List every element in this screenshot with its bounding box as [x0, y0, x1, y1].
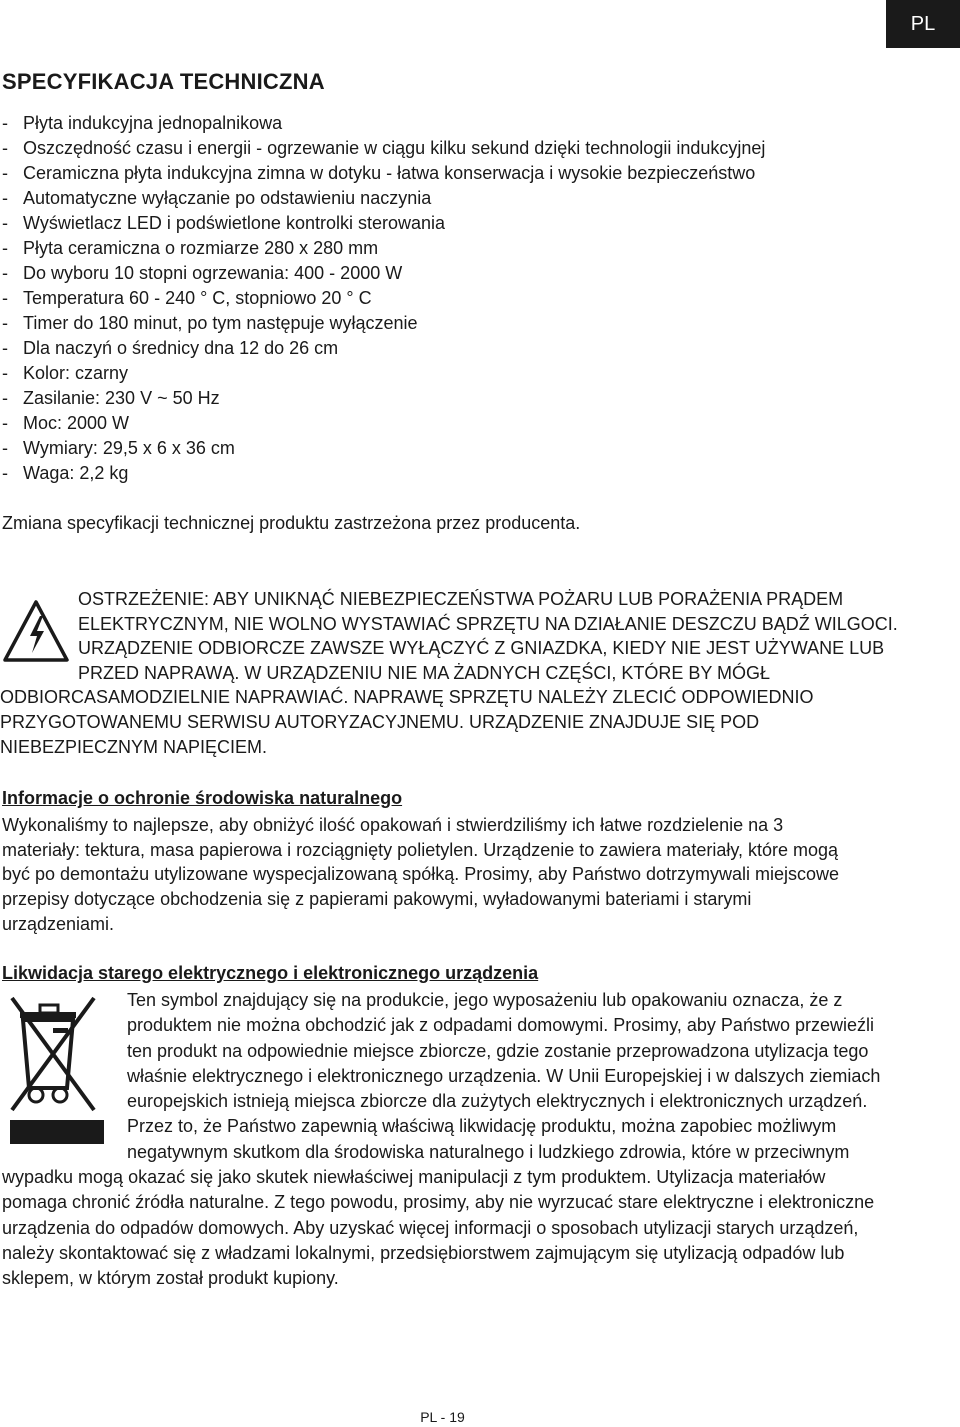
spec-item	[0, 461, 765, 486]
list-dash: -	[2, 288, 8, 308]
spec-item	[0, 411, 765, 436]
spec-item-text: Do wyboru 10 stopni ogrzewania: 400 - 2000 W	[23, 263, 403, 283]
list-dash: -	[2, 438, 8, 458]
list-dash: -	[2, 163, 8, 183]
list-dash: -	[2, 363, 8, 383]
warning-icon-spacer	[0, 587, 78, 685]
spec-item-text: Wymiary: 29,5 x 6 x 36 cm	[23, 438, 235, 458]
list-dash: -	[2, 238, 8, 258]
spec-item-text: Dla naczyń o średnicy dna 12 do 26 cm	[23, 338, 339, 358]
spec-list	[0, 111, 765, 486]
spec-item-text: Kolor: czarny	[23, 363, 129, 383]
spec-item-text: Płyta ceramiczna o rozmiarze 280 x 280 mm	[23, 238, 379, 258]
spec-item-text: Moc: 2000 W	[23, 413, 130, 433]
disposal-text	[2, 988, 890, 1292]
spec-item	[0, 361, 765, 386]
disposal-text-content: Ten symbol znajdujący się na produkcie, jego wyposażeniu lub opakowaniu oznacza, że z produktem nie można obchodzić jak z odpadami domowymi. Prosimy, aby Państwo przewieźli ten produkt na odpowiednie miejsce zbiorcze, gdzie zostanie przeprowadzona utylizacja tego właśnie elektrycznego i elektronicznego urządzenia. W Unii Europejskiej i w dalszych ziemiach europejskich istnieją miejsca zbiorcze dla zużytych elektrycznych i elektronicznych urządzeń. Przez to, że Państwo zapewnią właściwą likwidację produktu, można zapobiec możliwym negatywnym skutkom dla środowiska naturalnego i ludzkiego zdrowia, które w przeciwnym wypadku mogą okazać się jako skutek niewłaściwej manipulacji z tym produktem. Utylizacja materiałów pomaga chronić źródła naturalne. Z tego powodu, prosimy, aby nie wyrzucać stare elektryczne i elektroniczne urządzenia do odpadów domowych. Aby uzyskać więcej informacji o sposobach utylizacji starych urządzeń, należy skontaktować się z władzami lokalnymi, przedsiębiorstwem zajmującym się utylizacją odpadów lub sklepem, w którym został produkt kupiony.	[2, 990, 881, 1289]
spec-item-text: Automatyczne wyłączanie po odstawieniu naczynia	[23, 188, 432, 208]
spec-item-text: Ceramiczna płyta indukcyjna zimna w dotyku - łatwa konserwacja i wysokie bezpieczeństwo	[23, 163, 756, 183]
spec-item	[0, 211, 765, 236]
spec-item-text: Temperatura 60 - 240 ° C, stopniowo 20 ° C	[23, 288, 372, 308]
spec-item	[0, 261, 765, 286]
spec-item	[0, 186, 765, 211]
spec-item	[0, 161, 765, 186]
safety-warning	[0, 587, 900, 759]
spec-item	[0, 336, 765, 361]
bin-icon-spacer	[2, 988, 127, 1164]
spec-item-text: Waga: 2,2 kg	[23, 463, 129, 483]
environment-text: Wykonaliśmy to najlepsze, aby obniżyć ilość opakowań i stwierdziliśmy ich łatwe rozdzielenie na 3 materiały: tektura, masa papierowa i rozciągnięty polietylen. Urządzenie to zawiera materiały, które mogą być po demontażu utylizowane wyspecjalizowaną spółką. Prosimy, aby Państwo dotrzymywali miejscowe przepisy dotyczące obchodzenia się z papierami pakowymi, wyładowanymi bateriami i starymi urządzeniami.	[2, 815, 840, 934]
page-number: PL - 19	[420, 1409, 465, 1425]
spec-item	[0, 311, 765, 336]
spec-change-note: Zmiana specyfikacji technicznej produktu zastrzeżona przez producenta.	[2, 513, 581, 533]
list-dash: -	[2, 463, 8, 483]
list-dash: -	[2, 188, 8, 208]
environment-heading: Informacje o ochronie środowiska naturalnego	[2, 788, 403, 808]
spec-item-text: Zasilanie: 230 V ~ 50 Hz	[23, 388, 220, 408]
list-dash: -	[2, 113, 8, 133]
language-tab: PL	[886, 0, 960, 48]
spec-item-text: Wyświetlacz LED i podświetlone kontrolki sterowania	[23, 213, 446, 233]
spec-item-text: Oszczędność czasu i energii - ogrzewanie w ciągu kilku sekund dzięki technologii indukcyjnej	[23, 138, 766, 158]
spec-title: SPECYFIKACJA TECHNICZNA	[2, 69, 325, 94]
list-dash: -	[2, 313, 8, 333]
spec-item	[0, 286, 765, 311]
spec-item	[0, 136, 765, 161]
safety-warning-text: OSTRZEŻENIE: ABY UNIKNĄĆ NIEBEZPIECZEŃSTWA POŻARU LUB PORAŻENIA PRĄDEM ELEKTRYCZNYM, NIE WOLNO WYSTAWIAĆ SPRZĘTU NA DZIAŁANIE DESZCZU BĄDŹ WILGOCI. URZĄDZENIE ODBIORCZE ZAWSZE WYŁĄCZYĆ Z GNIAZDKA, KIEDY NIE JEST UŻYWANE LUB PRZED NAPRAWĄ. W URZĄDZENIU NIE MA ŻADNYCH CZĘŚCI, KTÓRE BY MÓGŁ ODBIORCASAMODZIELNIE NAPRAWIAĆ. NAPRAWĘ SPRZĘTU NALEŻY ZLECIĆ ODPOWIEDNIO PRZYGOTOWANEMU SERWISU AUTORYZACYJNEMU. URZĄDZENIE ZNAJDUJE SIĘ POD NIEBEZPIECZNYM NAPIĘCIEM.	[0, 589, 898, 757]
list-dash: -	[2, 138, 8, 158]
spec-item	[0, 386, 765, 411]
disposal-heading: Likwidacja starego elektrycznego i elektronicznego urządzenia	[2, 963, 539, 983]
spec-item-text: Płyta indukcyjna jednopalnikowa	[23, 113, 283, 133]
spec-item	[0, 111, 765, 136]
list-dash: -	[2, 388, 8, 408]
list-dash: -	[2, 338, 8, 358]
list-dash: -	[2, 413, 8, 433]
list-dash: -	[2, 263, 8, 283]
spec-item	[0, 436, 765, 461]
spec-item	[0, 236, 765, 261]
spec-item-text: Timer do 180 minut, po tym następuje wyłączenie	[23, 313, 418, 333]
list-dash: -	[2, 213, 8, 233]
